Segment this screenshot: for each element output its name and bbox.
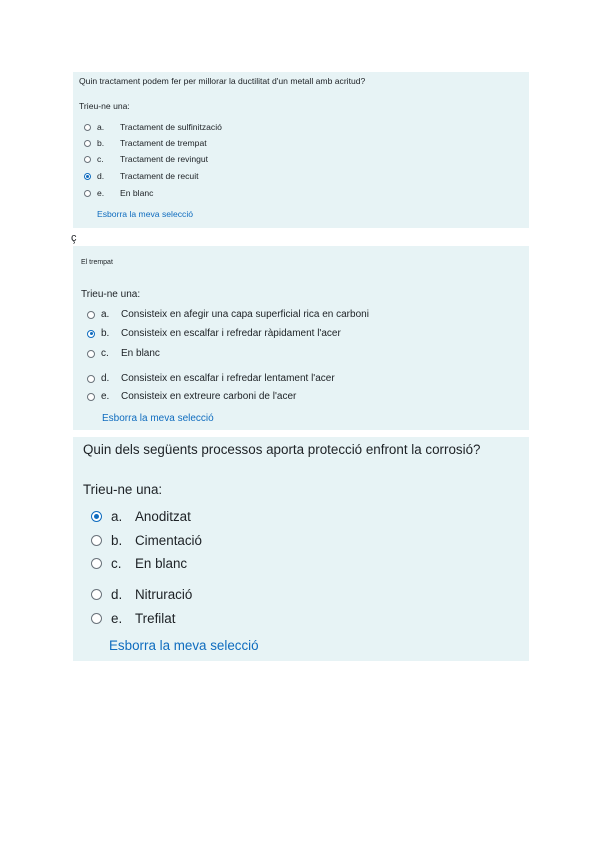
q2-clear-selection-link[interactable]: Esborra la meva selecció <box>102 413 214 424</box>
radio-button[interactable] <box>84 124 91 131</box>
option-label: Tractament de trempat <box>120 138 207 148</box>
option-letter: d. <box>111 587 123 602</box>
option-letter: a. <box>101 309 110 320</box>
option-label: Tractament de sulfinització <box>120 122 222 132</box>
option-label: Tractament de recuit <box>120 171 199 181</box>
option-label: Consisteix en afegir una capa superficial rica en carboni <box>121 309 369 320</box>
q2-option-b[interactable] <box>87 328 341 339</box>
option-label: Trefilat <box>135 611 176 626</box>
option-label: Consisteix en escalfar i refredar lentament l'acer <box>121 373 335 384</box>
radio-button[interactable] <box>84 190 91 197</box>
radio-button-selected[interactable] <box>87 330 95 338</box>
question-1-panel <box>73 72 529 228</box>
option-letter: b. <box>111 533 123 548</box>
option-letter: e. <box>111 611 123 626</box>
option-letter: c. <box>111 556 122 571</box>
q3-option-c[interactable] <box>91 556 187 571</box>
q1-option-a[interactable] <box>84 122 222 132</box>
option-letter: b. <box>97 138 105 148</box>
option-letter: e. <box>101 391 110 402</box>
option-letter: c. <box>97 154 104 164</box>
question-2-prompt: Trieu-ne una: <box>81 289 141 300</box>
q2-option-c[interactable] <box>87 348 160 359</box>
radio-button[interactable] <box>91 589 102 600</box>
q1-option-c[interactable] <box>84 154 208 164</box>
q3-clear-selection-link[interactable]: Esborra la meva selecció <box>109 638 259 653</box>
radio-button[interactable] <box>91 558 102 569</box>
q3-option-e[interactable] <box>91 611 175 626</box>
option-label: Tractament de revingut <box>120 154 209 164</box>
q1-option-b[interactable] <box>84 138 207 148</box>
question-2-panel <box>73 246 529 430</box>
option-label: En blanc <box>135 556 188 571</box>
q1-clear-selection-link[interactable]: Esborra la meva selecció <box>97 209 194 219</box>
question-3-text: Quin dels següents processos aporta protecció enfront la corrosió? <box>83 442 481 457</box>
option-letter: b. <box>101 328 110 339</box>
q3-option-a[interactable] <box>91 509 191 524</box>
radio-button[interactable] <box>91 613 102 624</box>
option-label: En blanc <box>121 348 160 359</box>
q2-option-e[interactable] <box>87 391 296 402</box>
option-letter: e. <box>97 188 105 198</box>
question-1-text: Quin tractament podem fer per millorar la ductilitat d'un metall amb acritud? <box>79 76 366 86</box>
question-3-prompt: Trieu-ne una: <box>83 482 163 497</box>
radio-button[interactable] <box>84 156 91 163</box>
radio-button[interactable] <box>91 535 102 546</box>
radio-button[interactable] <box>84 140 91 147</box>
q2-option-a[interactable] <box>87 309 369 320</box>
question-3-panel <box>73 437 529 661</box>
radio-button-selected[interactable] <box>91 511 102 522</box>
stray-character: ç <box>71 232 77 244</box>
radio-button[interactable] <box>87 393 95 401</box>
option-letter: a. <box>97 122 105 132</box>
option-label: Nitruració <box>135 587 193 602</box>
option-letter: d. <box>101 373 110 384</box>
option-label: Consisteix en extreure carboni de l'acer <box>121 391 297 402</box>
option-letter: d. <box>97 171 105 181</box>
option-label: En blanc <box>120 188 154 198</box>
question-1-prompt: Trieu-ne una: <box>79 101 130 111</box>
q3-option-d[interactable] <box>91 587 192 602</box>
radio-button[interactable] <box>87 375 95 383</box>
option-label: Consisteix en escalfar i refredar ràpidament l'acer <box>121 328 341 339</box>
radio-button[interactable] <box>87 311 95 319</box>
q3-option-b[interactable] <box>91 533 202 548</box>
q2-option-d[interactable] <box>87 373 335 384</box>
q1-option-e[interactable] <box>84 188 153 198</box>
option-letter: c. <box>101 348 109 359</box>
radio-button[interactable] <box>87 350 95 358</box>
question-2-text: El trempat <box>81 259 113 266</box>
option-letter: a. <box>111 509 123 524</box>
option-label: Cimentació <box>135 533 202 548</box>
radio-button-selected[interactable] <box>84 173 91 180</box>
q1-option-d[interactable] <box>84 171 199 181</box>
option-label: Anoditzat <box>135 509 191 524</box>
